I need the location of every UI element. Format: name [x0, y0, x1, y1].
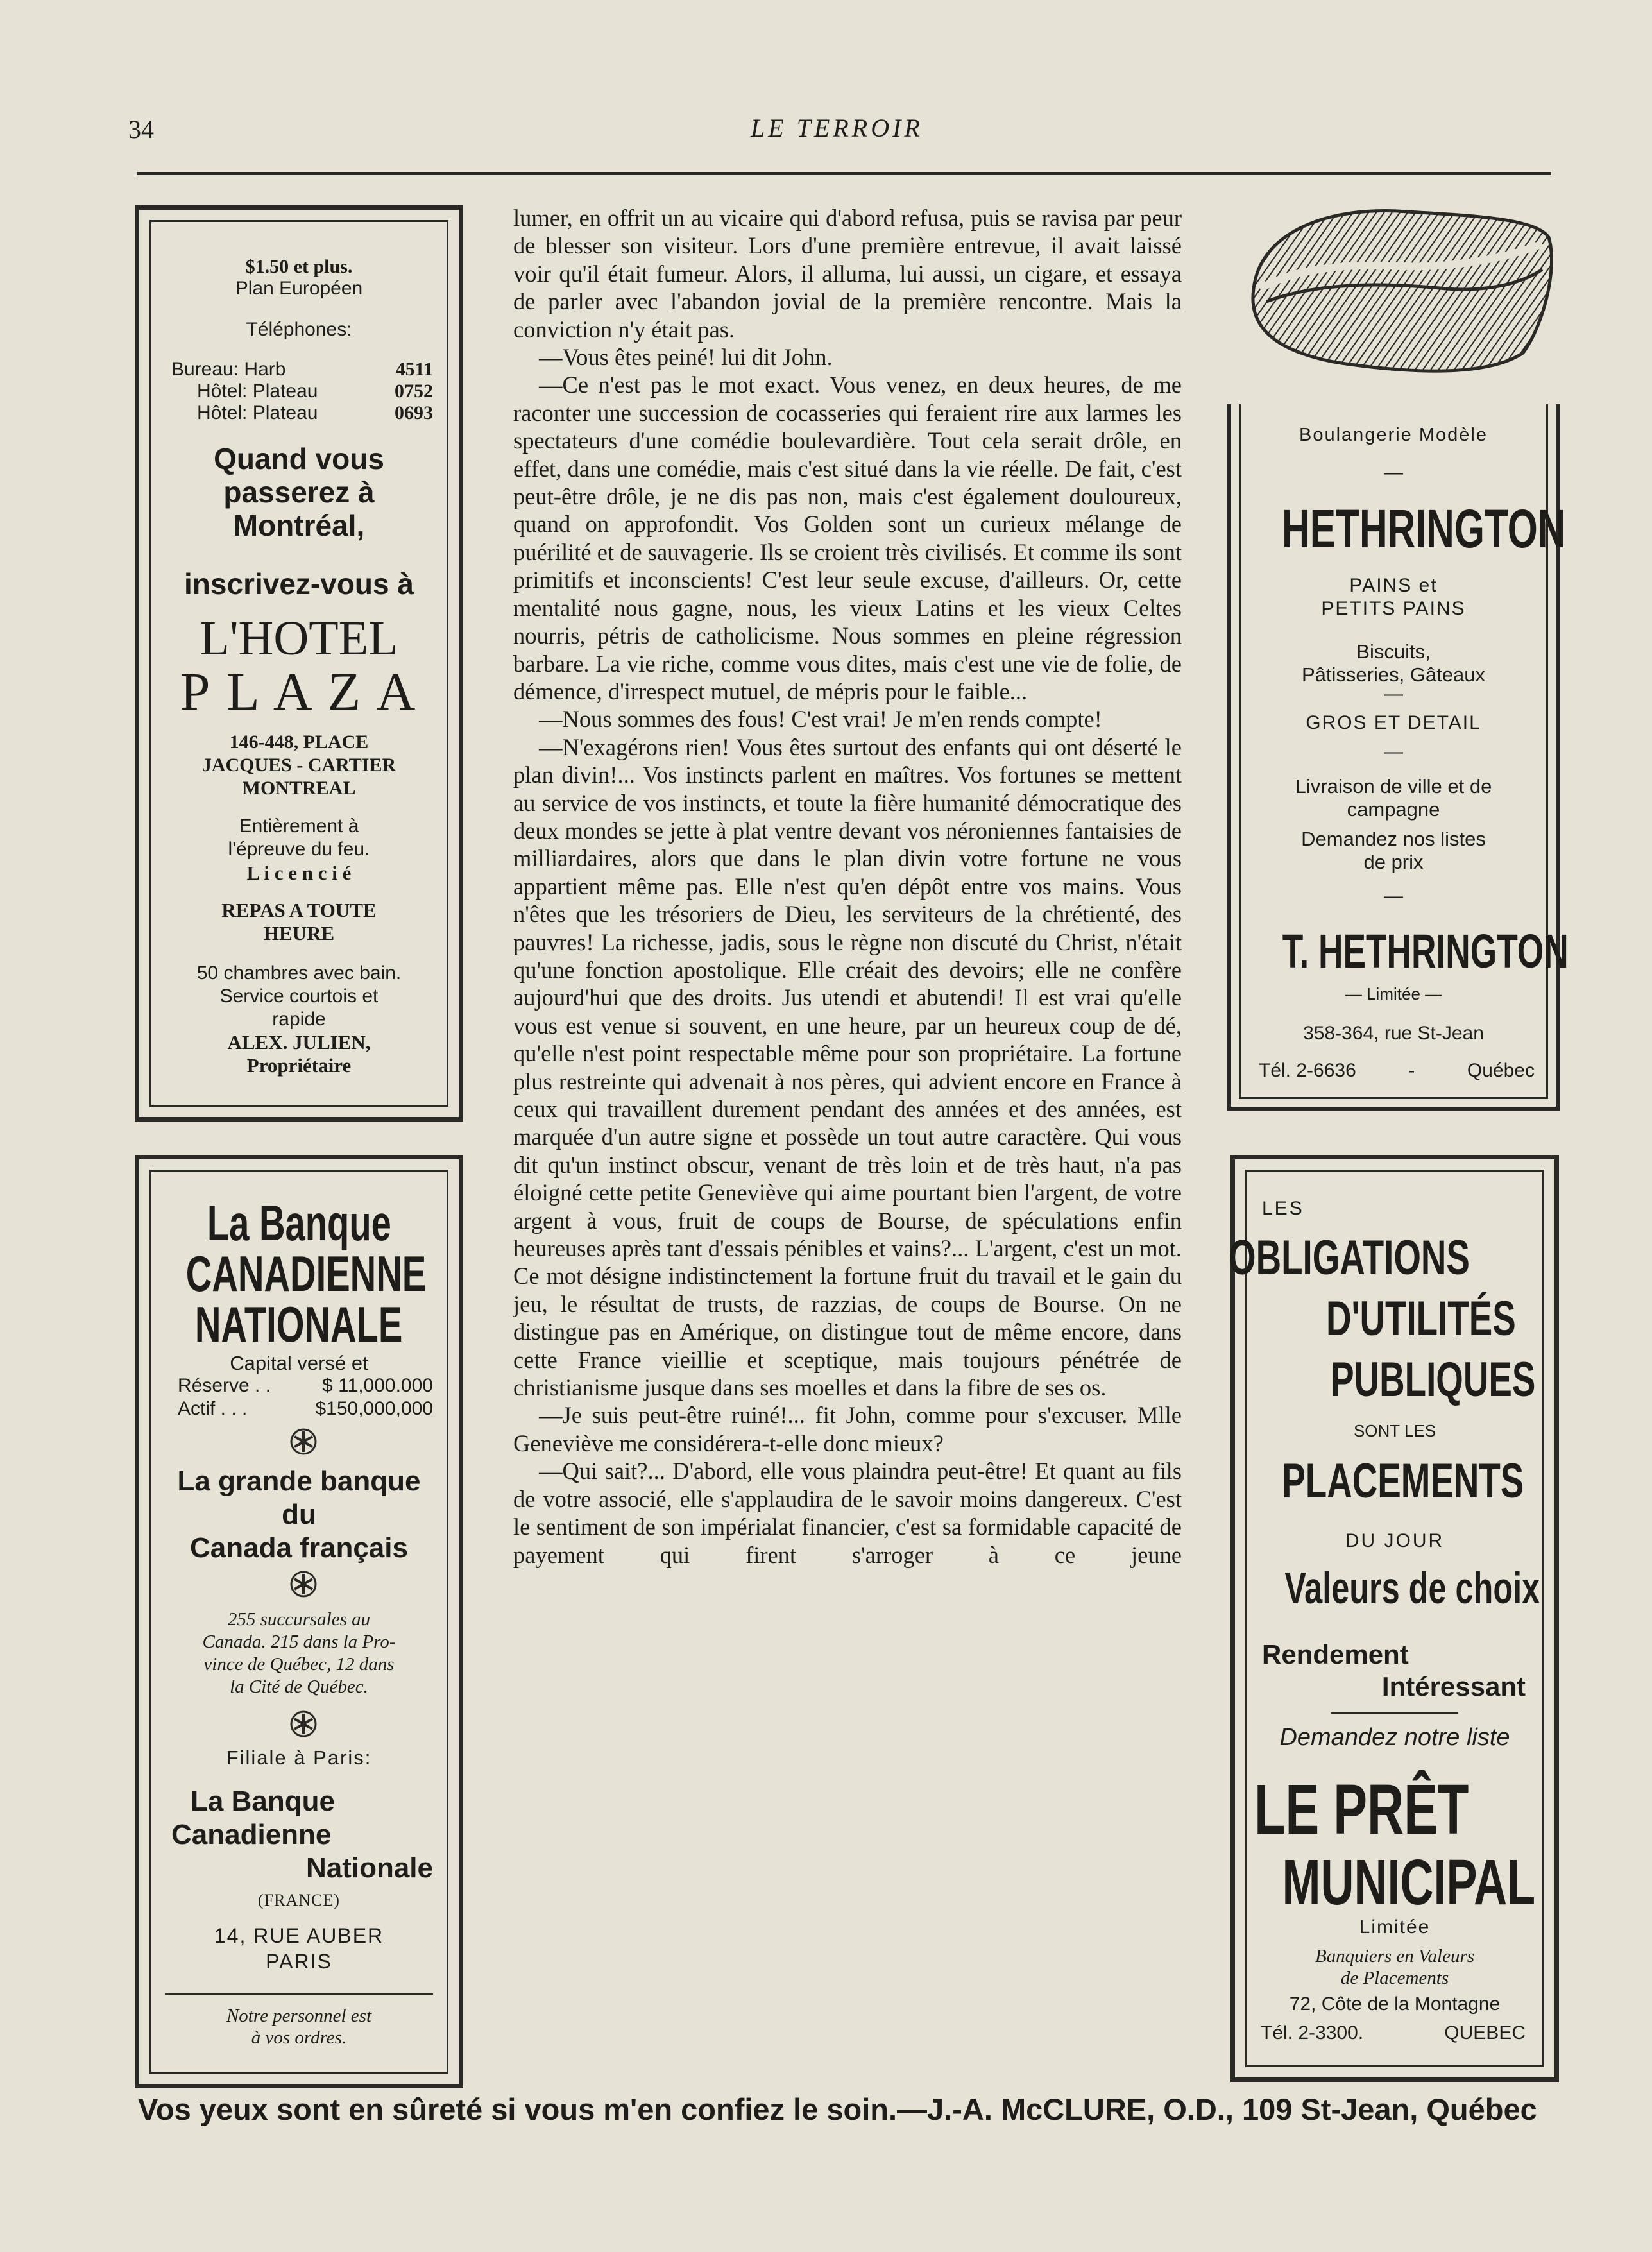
chambres-line: 50 chambres avec bain. — [196, 962, 402, 984]
sont-les: SONT LES — [1353, 1421, 1436, 1440]
dash: — — [1384, 683, 1403, 704]
phone-number: 4511 — [395, 359, 433, 380]
tel: Tél. 2-3300. — [1261, 2022, 1364, 2043]
phone-row — [171, 380, 433, 402]
banquiers-line: de Placements — [1340, 1968, 1449, 1988]
succursales-line: la Cité de Québec. — [230, 1676, 368, 1697]
phone-row — [171, 359, 433, 380]
municipal-text: MUNICIPAL — [1282, 1847, 1535, 1918]
capital: Capital versé et — [230, 1352, 368, 1374]
header-rule — [137, 172, 1551, 175]
asterisk-ornament-icon — [289, 1570, 318, 1598]
headline-line: passerez à — [223, 475, 375, 509]
valeurs — [1235, 1562, 1554, 1615]
phones-label: Téléphones: — [246, 319, 352, 340]
biscuits-line: Pâtisseries, Gâteaux — [1301, 663, 1486, 686]
boulangerie: Boulangerie Modèle — [1299, 425, 1488, 445]
rendement: Rendement — [1262, 1639, 1409, 1669]
article-paragraph: —Vous êtes peiné! lui dit John. — [539, 344, 833, 371]
bread-loaf-illustration — [1241, 192, 1562, 385]
reserve-label: Réserve . . — [178, 1375, 271, 1396]
phone-list — [171, 359, 433, 424]
oblig-tel-row — [1261, 2022, 1526, 2044]
paris-bank-name — [171, 1785, 433, 1885]
banquiers — [1235, 1945, 1554, 1989]
ad-hotel-plaza — [135, 205, 463, 1122]
demandez-listes — [1227, 828, 1560, 874]
article-paragraph: lumer, en offrit un au vicaire qui d'abord refusa, puis se ravisa par peur de blesser son visiteur. Lors d'une première entrevue, il avait laissé voir qu'il était fumeur. Alors, il alluma, lui aussi, un cigare, et essaya de parler avec l'abandon jovial de la première rencontre. Mais la conviction n'y était pas. — [513, 205, 1182, 343]
article-body — [513, 204, 1182, 1569]
demandez-line: Demandez nos listes — [1301, 828, 1486, 850]
dash: — — [1384, 885, 1403, 907]
dash: — — [1384, 741, 1403, 762]
repas — [139, 899, 459, 945]
owner-line: Propriétaire — [246, 1054, 352, 1077]
banquiers-line: Banquiers en Valeurs — [1315, 1946, 1475, 1966]
pains — [1227, 574, 1560, 620]
hotel-label: L'HOTEL — [200, 611, 398, 665]
ad-boulangerie — [1227, 192, 1569, 1111]
livraison-line: campagne — [1347, 798, 1440, 821]
valeurs-text: Valeurs de choix — [1284, 1563, 1540, 1613]
obligations — [1229, 1230, 1563, 1286]
chambres-line: rapide — [272, 1009, 326, 1030]
bank-name-line: La Banque — [207, 1195, 391, 1251]
bank-name-line: NATIONALE — [195, 1296, 403, 1352]
placements-text: PLACEMENTS — [1282, 1454, 1524, 1508]
actif-row — [178, 1397, 433, 1420]
ad-pret-municipal — [1230, 1155, 1559, 2082]
oblig-limitee: Limitée — [1359, 1916, 1431, 1938]
tel-row — [1259, 1060, 1535, 1082]
livraison — [1227, 775, 1560, 821]
headline-line: Quand vous — [214, 442, 384, 475]
inscrivez: inscrivez-vous à — [184, 567, 414, 601]
limitee: — Limitée — — [1345, 984, 1442, 1003]
bread-address: 358-364, rue St-Jean — [1303, 1023, 1484, 1044]
headline — [139, 442, 459, 542]
article-paragraph: —Nous sommes des fous! C'est vrai! Je m'en rends compte! — [539, 706, 1102, 733]
hotel-address — [139, 731, 459, 800]
address-line: JACQUES - CARTIER — [201, 755, 396, 776]
running-title: LE TERROIR — [751, 114, 923, 142]
capital-table — [178, 1374, 433, 1420]
actif-value: $150,000,000 — [315, 1398, 433, 1419]
reserve-row — [178, 1374, 433, 1397]
licencie: L i c e n c i é — [246, 862, 352, 884]
grande-line: La grande banque — [177, 1465, 421, 1497]
headline-line: Montréal, — [233, 509, 365, 542]
biscuits — [1227, 640, 1560, 687]
address-line: 146-448, PLACE — [229, 731, 369, 753]
repas-line: REPAS A TOUTE — [221, 899, 377, 921]
dash: - — [1408, 1060, 1415, 1081]
price: $1.50 et plus. — [245, 256, 353, 277]
phone-label: Hôtel: Plateau — [197, 380, 318, 402]
publiques-text: PUBLIQUES — [1330, 1352, 1535, 1407]
publiques — [1251, 1352, 1535, 1408]
phone-label: Hôtel: Plateau — [197, 402, 318, 423]
personnel-line: Notre personnel est — [226, 2006, 372, 2026]
owner-text: T. HETHRINGTON — [1282, 925, 1569, 978]
demandez-line: de prix — [1363, 851, 1424, 873]
france-label: (FRANCE) — [258, 1891, 340, 1909]
chambres — [139, 962, 459, 1031]
le-pret — [1254, 1769, 1553, 1851]
utilites-text: D'UTILITÉS — [1326, 1292, 1516, 1346]
plan: Plan Européen — [235, 278, 363, 299]
divider — [165, 1993, 433, 1995]
obligations-text: OBLIGATIONS — [1229, 1231, 1470, 1285]
oblig-address: 72, Côte de la Montagne — [1289, 1993, 1501, 2015]
phone-number: 0752 — [395, 380, 433, 402]
les: LES — [1262, 1198, 1304, 1219]
article-paragraph: —Ce n'est pas le mot exact. Vous venez, en deux heures, de me raconter une succession de cocasseries qui feraient rire aux larmes les spectateurs d'une comédie boulevardière. Tout cela serait drôle, en effet, dans une comédie, mais c'est situé dans la vie réelle. De fait, c'est peut-être drôle, je ne dis pas non, mais c'est également douloureux, quand on approfondit. Vos Golden sont un curieux mélange de puérilité et de sauvagerie. Ils se croient très civilisés. Et comme ils sont primitifs et inconscients! C'est leur seule excuse, d'ailleurs. Or, cette mentalité nous gagne, nous, les vieux Latins et les vieux Celtes nourris, pétris de catholicisme. Nous sommes en pleine régression barbare. La vie riche, comme vous dites, mais c'est une vie de folie, de démence, d'irrespect mutuel, de mépris pour le faible... — [513, 371, 1182, 704]
interessant: Intéressant — [1381, 1671, 1526, 1702]
le-pret-text: LE PRÊT — [1254, 1770, 1469, 1849]
paris-address-line: PARIS — [266, 1950, 332, 1973]
filiale: Filiale à Paris: — [226, 1746, 372, 1769]
phone-row — [171, 402, 433, 424]
utilites — [1252, 1291, 1516, 1347]
owner-name — [1227, 924, 1569, 980]
article-paragraph: —Je suis peut-être ruiné!... fit John, comme pour s'excuser. Mlle Geneviève me considérera-t-elle donc mieux? — [513, 1402, 1182, 1456]
article-paragraph: —N'exagérons rien! Vous êtes surtout des enfants qui ont déserté le plan divin!... Vos instincts parlent en maîtres. Vos fortunes se mettent au service de vos instincts, et toute la fière humanité démocratique des deux mondes se jette à plat ventre devant vos néroniennes fantaisies de milliardaires, alors que dans le plan divin votre fortune ne vous appartient même pas. Elle n'est qu'en dépôt entre vos mains. Vous n'êtes que les trésoriers de Dieu, les serviteurs de la chrétienté, des pauvres! La richesse, jadis, sous le règne non discuté du Christ, n'était qu'une fonction apostolique. Elle créait des devoirs; elle ne confère aujourd'hui que des droits. Jus utendi et abutendi! Il est vrai qu'elle vous est venue si souvent, en une heure, par un heureux coup de dé, qu'elle n'est point respectable même pour son propriétaire. La fortune plus restreinte qui advenait à nos pères, qui advient encore en France à ceux qui travaillent durement pendant des années et des années, est marquée d'un autre signe et possède un tout autre caractère. Qui vous dit qu'un instinct obscur, venant de très loin et de très haut, n'a pas éloigné cette petite Geneviève qui aime pourtant bien l'argent, de votre argent à vous, fruit de coups de Bourse, de spéculations enfin heureuses après tant d'essais pénibles et vains?... L'argent, c'est un mot. Ce mot désigne indistinctement la fortune fruit du travail et le gain du jeu, le résultat de trusts, de razzias, de coups de Bourse. On ne distingue pas en Amérique, on distingue tout de même encore, dans cette France vieillie et sceptique, mais toujours pénétrée de christianisme jusque dans ses moelles et dans la fibre de ses os. — [513, 733, 1182, 1401]
biscuits-line: Biscuits, — [1356, 640, 1431, 663]
address-line: MONTREAL — [242, 778, 356, 799]
divider — [1331, 1712, 1458, 1714]
fireproof-line: l'épreuve du feu. — [228, 839, 370, 860]
paris-address — [139, 1923, 459, 1974]
fireproof — [139, 815, 459, 861]
repas-line: HEURE — [263, 922, 335, 944]
footer-advert: Vos yeux sont en sûreté si vous m'en confiez le soin.—J.-A. McCLURE, O.D., 109 St-Jean, Québec — [138, 2092, 1537, 2126]
grande-line: du — [282, 1499, 316, 1530]
city: Québec — [1467, 1060, 1535, 1081]
paris-name-line: La Banque — [191, 1786, 335, 1817]
municipal — [1184, 1846, 1535, 1920]
succursales — [139, 1608, 459, 1698]
bank-name-line: CANADIENNE — [185, 1245, 427, 1302]
asterisk-ornament-icon — [289, 1710, 318, 1738]
phone-label: Bureau: Harb — [171, 359, 286, 380]
du-jour: DU JOUR — [1345, 1530, 1445, 1551]
brand-text: HETHRINGTON — [1282, 499, 1566, 559]
succursales-line: 255 succursales au — [227, 1609, 371, 1630]
gros-detail: GROS ET DETAIL — [1306, 712, 1481, 733]
phone-number: 0693 — [395, 402, 433, 423]
placements — [1235, 1453, 1554, 1510]
grande-line: Canada français — [190, 1532, 408, 1564]
chambres-line: Service courtois et — [219, 985, 379, 1007]
city: QUEBEC — [1444, 2022, 1526, 2043]
owner — [139, 1031, 459, 1077]
fireproof-line: Entièrement à — [239, 815, 359, 837]
tel: Tél. 2-6636 — [1259, 1060, 1356, 1081]
actif-label: Actif . . . — [178, 1398, 248, 1419]
owner-line: ALEX. JULIEN, — [227, 1031, 371, 1053]
plaza-label: P L A Z A — [180, 662, 418, 722]
brand-name — [1227, 498, 1566, 561]
grande-banque — [139, 1465, 459, 1565]
ad-banque-canadienne — [135, 1155, 463, 2088]
paris-name-line: Canadienne — [171, 1819, 332, 1850]
succursales-line: vince de Québec, 12 dans — [203, 1654, 395, 1675]
livraison-line: Livraison de ville et de — [1295, 775, 1492, 798]
page-number: 34 — [128, 115, 154, 144]
asterisk-ornament-icon — [289, 1428, 318, 1456]
bank-name — [139, 1195, 459, 1352]
article-paragraph: —Qui sait?... D'abord, elle vous plaindra peut-être! Et quant au fils de votre associé, elle s'applaudira de le savoir moins dangereux. C'est le sentiment de son impérialat financier, c'est sa formidable capacité de payement qui firent s'arroger à ce jeune — [513, 1458, 1182, 1568]
pains-line: PETITS PAINS — [1321, 598, 1466, 619]
personnel-line: à vos ordres. — [251, 2027, 347, 2048]
pains-line: PAINS et — [1349, 575, 1438, 596]
paris-address-line: 14, RUE AUBER — [214, 1924, 384, 1947]
personnel — [139, 2005, 459, 2049]
reserve-value: $ 11,000.000 — [322, 1375, 433, 1396]
paris-name-line: Nationale — [305, 1852, 433, 1884]
demandez-liste: Demandez notre liste — [1279, 1724, 1510, 1751]
succursales-line: Canada. 215 dans la Pro- — [202, 1632, 396, 1652]
dash: — — [1384, 462, 1403, 483]
